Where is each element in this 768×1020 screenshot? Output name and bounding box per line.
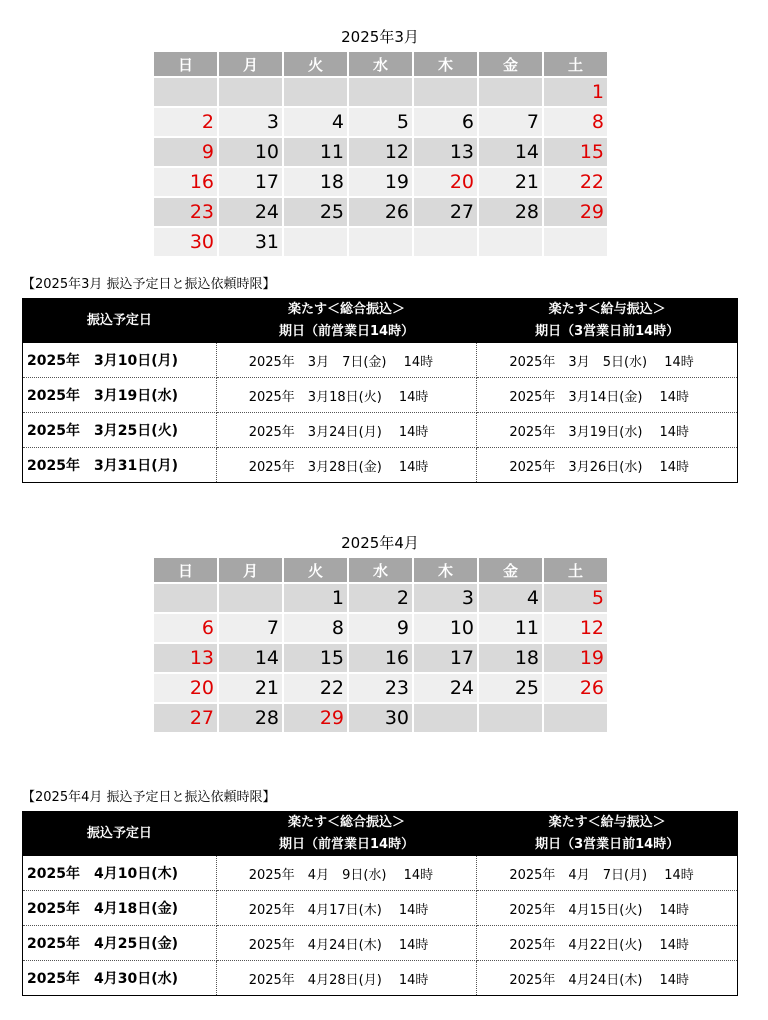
weekday-header: 水	[349, 52, 412, 76]
calendar-day-cell: 7	[219, 614, 282, 642]
salary-deadline-cell: 2025年 4月 7日(月) 14時	[477, 856, 738, 891]
calendar-day-cell: 29	[284, 704, 347, 732]
transfer-date-cell: 2025年 3月25日(火)	[23, 413, 217, 448]
calendar-day-cell	[544, 704, 607, 732]
calendar-day-cell: 29	[544, 198, 607, 226]
calendar-week-row	[154, 674, 607, 702]
transfer-date-cell: 2025年 3月19日(水)	[23, 378, 217, 413]
general-deadline-cell: 2025年 4月24日(木) 14時	[216, 926, 477, 961]
header-general-transfer: 楽たす＜総合振込＞	[216, 299, 477, 321]
calendar-day-cell: 15	[544, 138, 607, 166]
calendar-day-cell: 24	[219, 198, 282, 226]
calendar-day-cell: 25	[479, 674, 542, 702]
calendar-day-cell: 9	[349, 614, 412, 642]
weekday-header: 火	[284, 558, 347, 582]
calendar-day-cell	[219, 584, 282, 612]
calendar-day-cell	[414, 228, 477, 256]
header-transfer-date: 振込予定日	[23, 812, 217, 856]
calendar-day-cell	[349, 78, 412, 106]
weekday-header-row	[154, 558, 607, 582]
weekday-header: 火	[284, 52, 347, 76]
calendar-day-cell: 17	[414, 644, 477, 672]
header-salary-deadline: 期日（3営業日前14時）	[477, 321, 738, 343]
calendar-week-row	[154, 108, 607, 136]
general-deadline-cell: 2025年 3月24日(月) 14時	[216, 413, 477, 448]
calendar-day-cell: 22	[544, 168, 607, 196]
calendar-day-cell	[219, 78, 282, 106]
weekday-header: 日	[154, 558, 217, 582]
april-calendar	[152, 556, 609, 734]
transfer-date-cell: 2025年 3月31日(月)	[23, 448, 217, 483]
transfer-date-cell: 2025年 3月10日(月)	[23, 343, 217, 378]
header-salary-transfer: 楽たす＜給与振込＞	[477, 812, 738, 834]
calendar-day-cell: 19	[349, 168, 412, 196]
salary-deadline-cell: 2025年 3月14日(金) 14時	[477, 378, 738, 413]
schedule-row	[23, 856, 738, 891]
calendar-day-cell: 21	[219, 674, 282, 702]
calendar-day-cell: 1	[284, 584, 347, 612]
calendar-day-cell: 30	[154, 228, 217, 256]
schedule-row	[23, 413, 738, 448]
transfer-date-cell: 2025年 4月18日(金)	[23, 891, 217, 926]
weekday-header: 月	[219, 52, 282, 76]
calendar-day-cell: 5	[544, 584, 607, 612]
calendar-week-row	[154, 168, 607, 196]
calendar-day-cell: 27	[154, 704, 217, 732]
calendar-day-cell: 4	[479, 584, 542, 612]
calendar-day-cell	[544, 228, 607, 256]
transfer-date-cell: 2025年 4月30日(水)	[23, 961, 217, 996]
transfer-date-cell: 2025年 4月25日(金)	[23, 926, 217, 961]
salary-deadline-cell: 2025年 4月24日(木) 14時	[477, 961, 738, 996]
calendar-day-cell: 1	[544, 78, 607, 106]
schedule-row	[23, 343, 738, 378]
calendar-day-cell: 6	[154, 614, 217, 642]
calendar-day-cell: 27	[414, 198, 477, 226]
calendar-day-cell: 14	[479, 138, 542, 166]
calendar-day-cell: 14	[219, 644, 282, 672]
calendar-day-cell: 20	[414, 168, 477, 196]
header-transfer-date: 振込予定日	[23, 299, 217, 343]
calendar-day-cell: 21	[479, 168, 542, 196]
calendar-day-cell	[414, 704, 477, 732]
weekday-header: 土	[544, 52, 607, 76]
calendar-day-cell	[284, 228, 347, 256]
calendar-day-cell: 23	[349, 674, 412, 702]
calendar-day-cell: 8	[544, 108, 607, 136]
calendar-day-cell: 12	[544, 614, 607, 642]
salary-deadline-cell: 2025年 3月19日(水) 14時	[477, 413, 738, 448]
calendar-day-cell: 8	[284, 614, 347, 642]
calendar-day-cell: 4	[284, 108, 347, 136]
calendar-day-cell: 13	[154, 644, 217, 672]
april-calendar-title: 2025年4月	[341, 534, 419, 552]
weekday-header: 日	[154, 52, 217, 76]
calendar-day-cell: 10	[414, 614, 477, 642]
schedule-row	[23, 448, 738, 483]
calendar-day-cell: 12	[349, 138, 412, 166]
weekday-header: 木	[414, 52, 477, 76]
calendar-day-cell	[479, 704, 542, 732]
calendar-day-cell: 5	[349, 108, 412, 136]
calendar-week-row	[154, 614, 607, 642]
calendar-day-cell: 15	[284, 644, 347, 672]
calendar-day-cell: 24	[414, 674, 477, 702]
calendar-day-cell	[479, 78, 542, 106]
calendar-week-row	[154, 198, 607, 226]
calendar-week-row	[154, 78, 607, 106]
calendar-day-cell: 17	[219, 168, 282, 196]
calendar-week-row	[154, 584, 607, 612]
calendar-day-cell: 3	[414, 584, 477, 612]
general-deadline-cell: 2025年 3月 7日(金) 14時	[216, 343, 477, 378]
march-schedule-caption: 【2025年3月 振込予定日と振込依頼時限】	[22, 277, 276, 292]
calendar-day-cell: 2	[349, 584, 412, 612]
weekday-header: 金	[479, 558, 542, 582]
salary-deadline-cell: 2025年 4月22日(火) 14時	[477, 926, 738, 961]
schedule-row	[23, 926, 738, 961]
header-general-deadline: 期日（前営業日14時）	[216, 321, 477, 343]
calendar-day-cell	[414, 78, 477, 106]
salary-deadline-cell: 2025年 3月 5日(水) 14時	[477, 343, 738, 378]
calendar-day-cell: 18	[479, 644, 542, 672]
weekday-header: 土	[544, 558, 607, 582]
transfer-date-cell: 2025年 4月10日(木)	[23, 856, 217, 891]
calendar-day-cell: 7	[479, 108, 542, 136]
calendar-week-row	[154, 228, 607, 256]
header-general-deadline: 期日（前営業日14時）	[216, 834, 477, 856]
calendar-day-cell	[154, 78, 217, 106]
calendar-day-cell: 9	[154, 138, 217, 166]
calendar-day-cell: 26	[349, 198, 412, 226]
calendar-day-cell: 31	[219, 228, 282, 256]
calendar-day-cell: 2	[154, 108, 217, 136]
calendar-day-cell	[479, 228, 542, 256]
calendar-week-row	[154, 704, 607, 732]
calendar-week-row	[154, 644, 607, 672]
calendar-day-cell: 18	[284, 168, 347, 196]
schedule-row	[23, 378, 738, 413]
calendar-day-cell: 16	[154, 168, 217, 196]
general-deadline-cell: 2025年 4月 9日(水) 14時	[216, 856, 477, 891]
weekday-header: 金	[479, 52, 542, 76]
calendar-day-cell: 23	[154, 198, 217, 226]
calendar-day-cell: 10	[219, 138, 282, 166]
calendar-day-cell: 3	[219, 108, 282, 136]
general-deadline-cell: 2025年 4月17日(木) 14時	[216, 891, 477, 926]
header-salary-transfer: 楽たす＜給与振込＞	[477, 299, 738, 321]
schedule-row	[23, 891, 738, 926]
april-schedule-caption: 【2025年4月 振込予定日と振込依頼時限】	[22, 790, 276, 805]
calendar-day-cell: 11	[479, 614, 542, 642]
weekday-header: 木	[414, 558, 477, 582]
march-schedule-table	[22, 298, 738, 483]
calendar-day-cell	[349, 228, 412, 256]
march-calendar-title: 2025年3月	[341, 28, 419, 46]
weekday-header: 水	[349, 558, 412, 582]
calendar-day-cell: 25	[284, 198, 347, 226]
calendar-day-cell: 13	[414, 138, 477, 166]
general-deadline-cell: 2025年 4月28日(月) 14時	[216, 961, 477, 996]
calendar-day-cell: 19	[544, 644, 607, 672]
calendar-day-cell: 26	[544, 674, 607, 702]
general-deadline-cell: 2025年 3月28日(金) 14時	[216, 448, 477, 483]
calendar-day-cell	[284, 78, 347, 106]
calendar-day-cell: 20	[154, 674, 217, 702]
header-general-transfer: 楽たす＜総合振込＞	[216, 812, 477, 834]
salary-deadline-cell: 2025年 3月26日(水) 14時	[477, 448, 738, 483]
weekday-header-row	[154, 52, 607, 76]
calendar-week-row	[154, 138, 607, 166]
calendar-day-cell: 30	[349, 704, 412, 732]
header-salary-deadline: 期日（3営業日前14時）	[477, 834, 738, 856]
calendar-day-cell	[154, 584, 217, 612]
calendar-day-cell: 28	[219, 704, 282, 732]
calendar-day-cell: 22	[284, 674, 347, 702]
weekday-header: 月	[219, 558, 282, 582]
calendar-day-cell: 28	[479, 198, 542, 226]
april-schedule-table	[22, 811, 738, 996]
calendar-day-cell: 16	[349, 644, 412, 672]
general-deadline-cell: 2025年 3月18日(火) 14時	[216, 378, 477, 413]
schedule-row	[23, 961, 738, 996]
salary-deadline-cell: 2025年 4月15日(火) 14時	[477, 891, 738, 926]
calendar-day-cell: 6	[414, 108, 477, 136]
march-calendar	[152, 50, 609, 258]
calendar-day-cell: 11	[284, 138, 347, 166]
